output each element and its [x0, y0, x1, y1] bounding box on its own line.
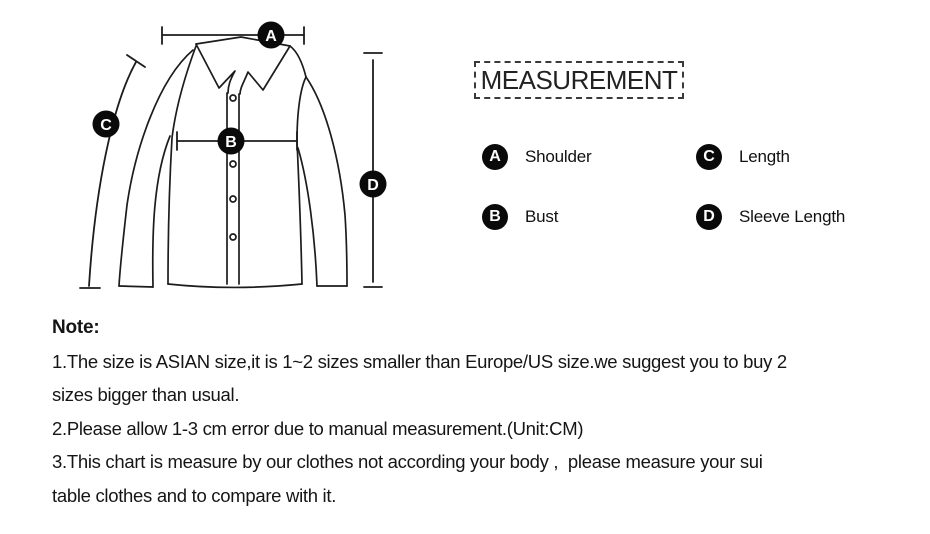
right-sleeve-outer-edge [306, 77, 347, 286]
note-heading: Note: [52, 317, 100, 338]
note-line: sizes bigger than usual. [52, 384, 240, 405]
collar-right-flap [240, 46, 290, 94]
measurement-title-box [474, 61, 684, 99]
legend-badge-d: D [696, 204, 722, 230]
legend-item-shoulder [482, 144, 591, 170]
body-right-edge [297, 77, 306, 284]
note-section [52, 311, 902, 512]
sleeve-length-measure-line [364, 53, 382, 287]
button [230, 95, 236, 101]
button [230, 234, 236, 240]
note-line: table clothes and to compare with it. [52, 484, 337, 506]
right-shoulder [290, 46, 306, 77]
body-left-edge [168, 46, 196, 284]
legend-item-length [696, 144, 790, 170]
legend-label-sleeve-length: Sleeve Length [739, 207, 846, 226]
legend-item-bust [482, 204, 558, 230]
measurement-title: MEASUREMENT [480, 64, 678, 95]
legend-badge-a: A [482, 144, 508, 170]
left-sleeve-outer-edge [119, 50, 193, 286]
legend-badge-c: C [696, 144, 722, 170]
badge-c [93, 111, 120, 138]
legend-item-sleeve-length [696, 204, 845, 230]
legend-label-shoulder: Shoulder [525, 147, 592, 166]
shirt-measurement-diagram [0, 0, 460, 310]
badge-b [218, 128, 245, 155]
left-cuff [119, 286, 153, 287]
badge-b-letter: B [225, 134, 237, 151]
badge-a-letter: A [265, 28, 277, 45]
button-placket [227, 93, 239, 284]
hem [168, 284, 302, 287]
length-measure-line [80, 55, 145, 288]
button [230, 161, 236, 167]
legend-badge-b: B [482, 204, 508, 230]
legend-label-bust: Bust [525, 207, 559, 226]
badge-d-letter: D [367, 177, 379, 194]
note-line: 3.This chart is measure by our clothes not according your body , please measure your sui [52, 451, 763, 472]
legend-label-length: Length [739, 147, 790, 166]
badge-c-letter: C [100, 117, 112, 134]
note-line: 1.The size is ASIAN size,it is 1~2 sizes smaller than Europe/US size.we suggest you to buy 2 [52, 350, 787, 372]
collar-left-flap [196, 44, 235, 93]
note-line: 2.Please allow 1-3 cm error due to manual measurement.(Unit:CM) [52, 417, 584, 439]
badge-a [258, 22, 285, 49]
badge-d [360, 171, 387, 198]
button [230, 196, 236, 202]
